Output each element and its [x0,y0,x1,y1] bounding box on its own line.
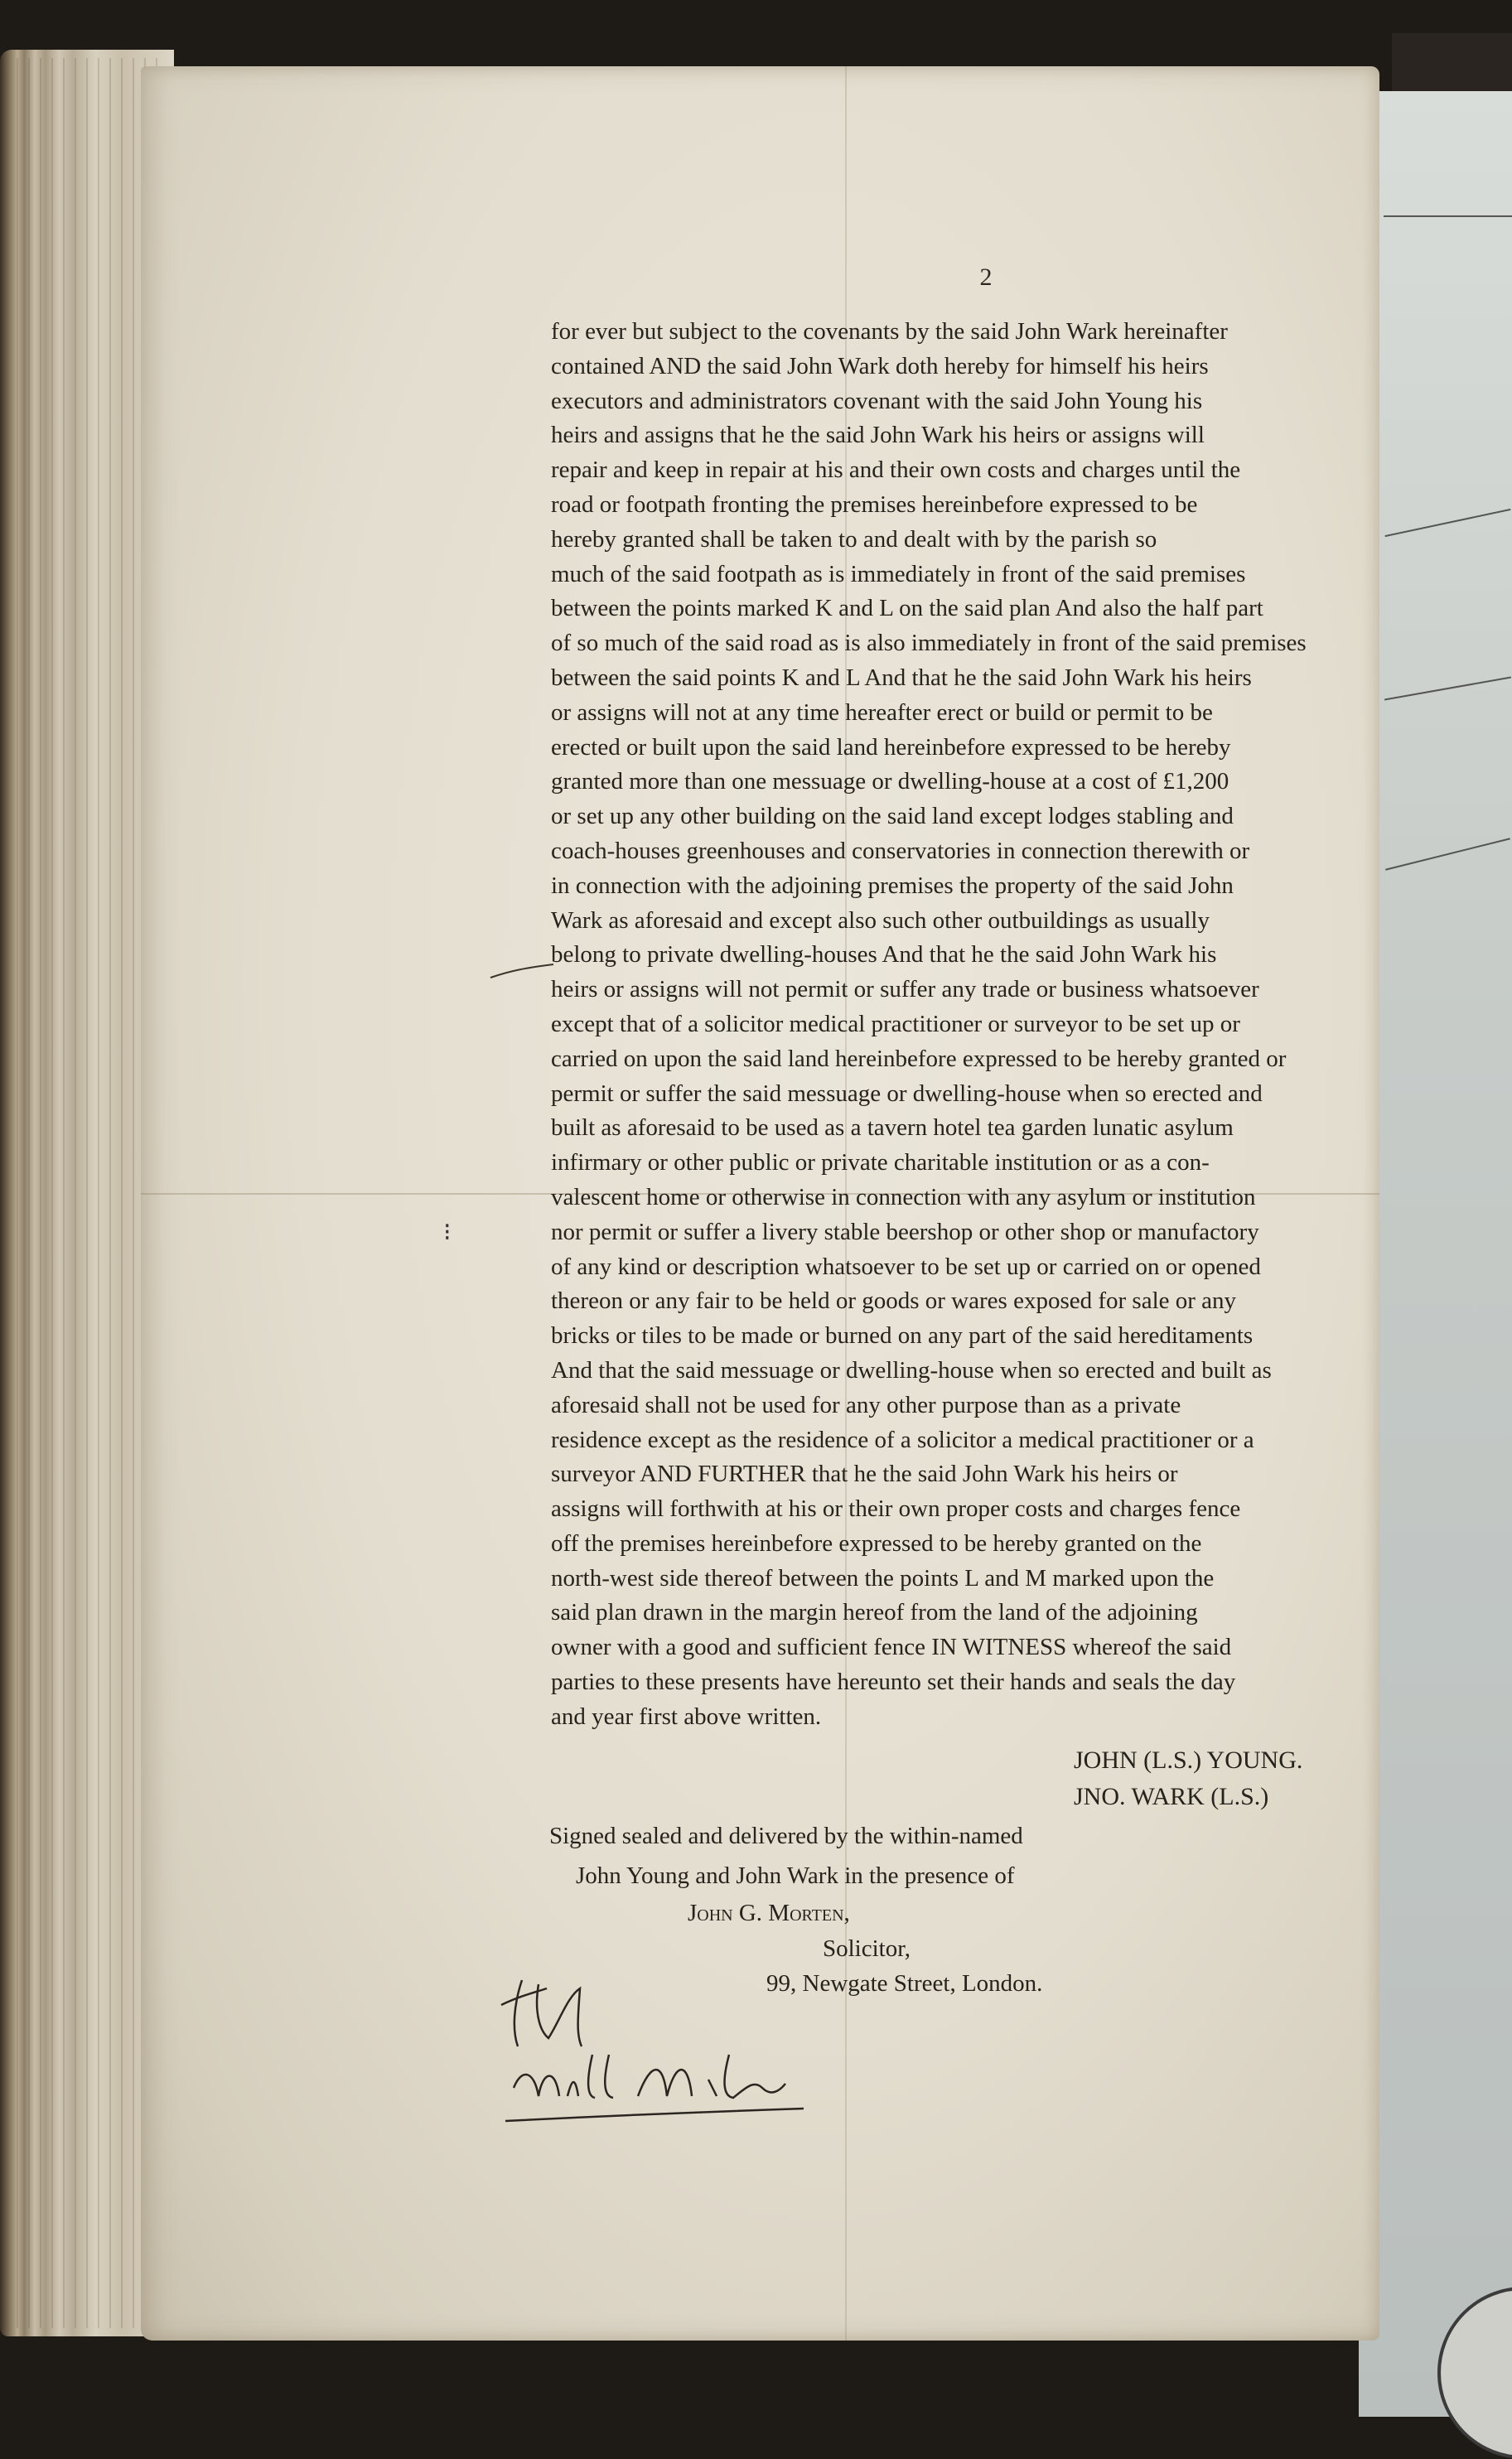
margin-pen-mark [489,953,555,986]
deed-body-text [551,315,1379,1748]
stacked-page-edges [17,58,157,2328]
page-number: 2 [979,263,993,291]
body-line: Wark as aforesaid and except also such other outbuildings as usually [551,906,1210,934]
signature-jno-wark: JNO. WARK (L.S.) [1074,1783,1269,1810]
attestation-line-1: Signed sealed and delivered by the within-named [549,1823,1023,1849]
body-line: repair and keep in repair at his and their own costs and charges until the [551,457,1241,484]
handwritten-witness-signature [489,1972,837,2154]
attestation-line-2: John Young and John Wark in the presence of [576,1862,1015,1889]
body-line: or set up any other building on the said land except lodges stabling and [551,803,1234,830]
body-line: erected or built upon the said land hereinbefore expressed to be hereby [551,733,1231,761]
body-line: much of the said footpath as is immediately in front of the said premises [551,560,1246,587]
plan-line [1384,215,1512,217]
body-line: heirs and assigns that he the said John Wark his heirs or assigns will [551,422,1205,449]
body-line: of so much of the said road as is also immediately in front of the said premises [551,630,1307,657]
body-line: residence except as the residence of a solicitor a medical practitioner or a [551,1426,1254,1453]
margin-dot-mark: ⁝ [443,1219,452,1246]
body-line: between the points marked K and L on the said plan And also the half part [551,595,1263,622]
body-line: carried on upon the said land hereinbefore expressed to be hereby granted or [551,1045,1287,1072]
plan-line [1385,838,1510,870]
body-line: or assigns will not at any time hereafter erect or build or permit to be [551,698,1213,726]
body-line: owner with a good and sufficient fence IN WITNESS whereof the said [551,1634,1232,1661]
body-line: off the premises hereinbefore expressed to be hereby granted on the [551,1529,1202,1557]
plan-line [1384,509,1510,537]
body-line: said plan drawn in the margin hereof from the land of the adjoining [551,1599,1198,1626]
body-line: executors and administrators covenant with the said John Young his [551,387,1203,414]
body-line: hereby granted shall be taken to and dealt with by the parish so [551,525,1157,553]
body-line: thereon or any fair to be held or goods or wares exposed for sale or any [551,1287,1237,1315]
body-line: north-west side thereof between the points L and M marked upon the [551,1564,1215,1592]
body-line: between the said points K and L And that he the said John Wark his heirs [551,664,1252,691]
body-line: assigns will forthwith at his or their own proper costs and charges fence [551,1495,1241,1523]
body-line: contained AND the said John Wark doth hereby for himself his heirs [551,352,1209,379]
witness-address: 99, Newgate Street, London. [766,1970,1043,1997]
body-line: road or footpath fronting the premises hereinbefore expressed to be [551,490,1198,518]
witness-title: Solicitor, [823,1935,911,1962]
body-line: bricks or tiles to be made or burned on any part of the said hereditaments [551,1322,1254,1350]
body-line: belong to private dwelling-houses And that he the said John Wark his [551,941,1217,969]
body-line: infirmary or other public or private charitable institution or as a con- [551,1149,1210,1176]
signature-john-young: JOHN (L.S.) YOUNG. [1074,1746,1303,1774]
body-line: in connection with the adjoining premises the property of the said John [551,872,1234,899]
attached-plan-sheet [1359,91,1512,2417]
body-line: coach-houses greenhouses and conservatories in connection therewith or [551,837,1250,864]
body-line: built as aforesaid to be used as a tavern hotel tea garden lunatic asylum [551,1114,1234,1142]
body-line: And that the said messuage or dwelling-house when so erected and built as [551,1356,1272,1384]
body-line: permit or suffer the said messuage or dwelling-house when so erected and [551,1080,1263,1107]
body-line: surveyor AND FURTHER that he the said John Wark his heirs or [551,1461,1178,1488]
witness-name: John G. Morten, [688,1900,850,1926]
body-line: except that of a solicitor medical practitioner or surveyor to be set up or [551,1010,1240,1037]
body-line: of any kind or description whatsoever to be set up or carried on or opened [551,1253,1261,1280]
body-line: for ever but subject to the covenants by the said John Wark hereinafter [551,318,1228,345]
plan-line [1384,677,1511,701]
body-line: parties to these presents have hereunto set their hands and seals the day [551,1669,1236,1696]
body-line: granted more than one messuage or dwelling-house at a cost of £1,200 [551,768,1229,795]
body-line: valescent home or otherwise in connection with any asylum or institution [551,1183,1256,1210]
body-line: aforesaid shall not be used for any other purpose than as a private [551,1391,1181,1418]
body-line: nor permit or suffer a livery stable beershop or other shop or manufactory [551,1218,1259,1245]
body-line: and year first above written. [551,1703,822,1730]
body-line: heirs or assigns will not permit or suffer any trade or business whatsoever [551,976,1259,1003]
